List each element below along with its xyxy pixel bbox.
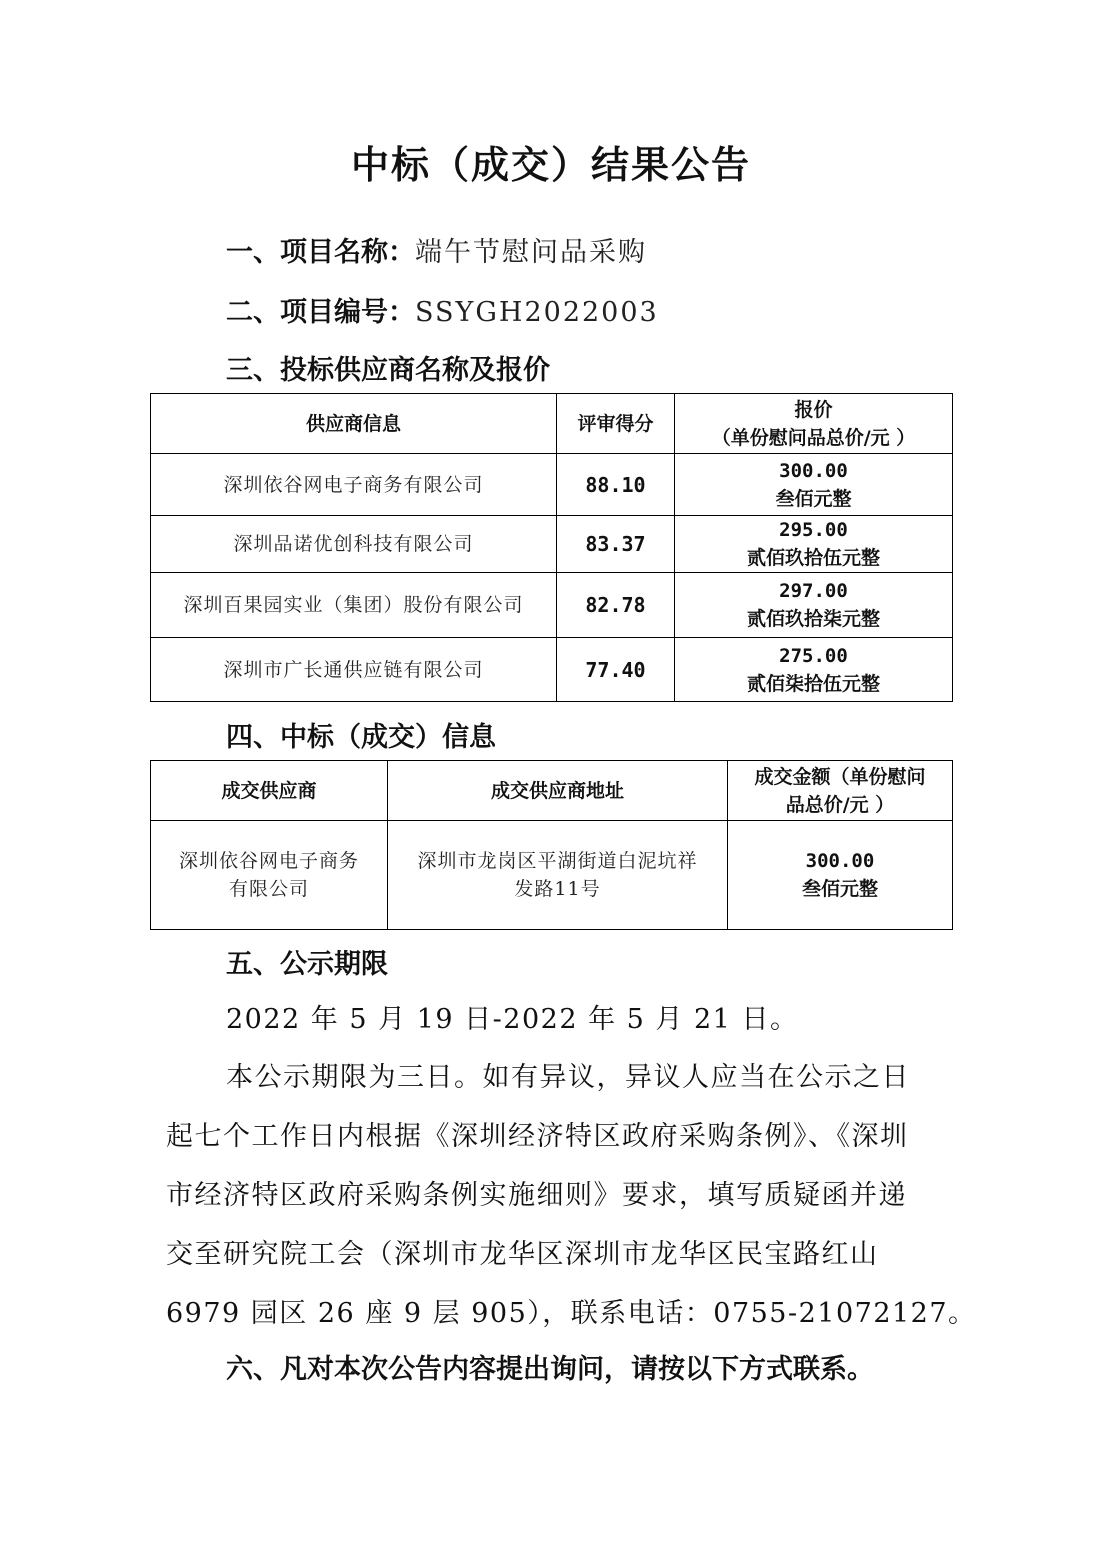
section-award-heading: 四、中标（成交）信息	[226, 722, 496, 753]
project-number-row	[226, 290, 659, 329]
notice-line: 市经济特区政府采购条例实施细则》要求，填写质疑函并递	[166, 1180, 907, 1211]
row-supplier: 深圳市广长通供应链有限公司	[151, 638, 557, 702]
row-price-number: 300.00	[779, 459, 848, 482]
bid-table-header	[151, 394, 953, 454]
award-amount	[728, 821, 953, 930]
project-name-label: 一、项目名称：	[226, 237, 415, 268]
header-supplier: 供应商信息	[151, 394, 557, 454]
project-number-label: 二、项目编号：	[226, 297, 415, 328]
period-dates: 2022 年 5 月 19 日-2022 年 5 月 21 日。	[226, 1004, 799, 1035]
row-score: 82.78	[557, 573, 675, 638]
table-row	[151, 454, 953, 516]
notice-line: 起七个工作日内根据《深圳经济特区政府采购条例》、《深圳	[166, 1121, 909, 1152]
row-price	[675, 638, 953, 702]
section-contact-heading: 六、凡对本次公告内容提出询问，请按以下方式联系。	[226, 1354, 874, 1385]
award-supplier-line1: 深圳依谷网电子商务	[178, 850, 359, 872]
award-address-line2: 发路11号	[514, 878, 601, 900]
table-row	[151, 638, 953, 702]
row-supplier: 深圳品诺优创科技有限公司	[151, 516, 557, 573]
section-period-heading: 五、公示期限	[226, 949, 388, 980]
row-price-chinese: 叁佰元整	[775, 487, 852, 510]
notice-line: 6979 园区 26 座 9 层 905），联系电话：0755-21072127。	[166, 1298, 977, 1329]
row-price-chinese: 贰佰柒拾伍元整	[746, 672, 880, 695]
row-price-chinese: 贰佰玖拾柒元整	[746, 608, 880, 630]
project-number-value: SSYGH2022003	[415, 297, 659, 328]
table-row	[151, 821, 953, 930]
table-row	[151, 573, 953, 638]
row-score: 88.10	[557, 454, 675, 516]
project-name-value: 端午节慰问品采购	[415, 237, 647, 268]
table-row	[151, 516, 953, 573]
row-price-chinese: 贰佰玖拾伍元整	[746, 547, 880, 569]
header-price-line1: 报价	[794, 398, 833, 421]
award-table	[150, 760, 953, 930]
section-bidders-heading: 三、投标供应商名称及报价	[226, 355, 550, 386]
period-text	[226, 990, 946, 1049]
row-score: 77.40	[557, 638, 675, 702]
header-award-address: 成交供应商地址	[388, 761, 728, 821]
row-price-number: 295.00	[779, 519, 848, 541]
notice-line: 交至研究院工会（深圳市龙华区深圳市龙华区民宝路红山	[166, 1239, 879, 1270]
award-address	[388, 821, 728, 930]
header-score: 评审得分	[557, 394, 675, 454]
header-award-amount	[728, 761, 953, 821]
award-supplier	[151, 821, 388, 930]
row-price	[675, 454, 953, 516]
bid-table	[150, 393, 953, 702]
header-price-line2: （单份慰问品总价/元 ）	[711, 426, 916, 449]
header-price	[675, 394, 953, 454]
award-table-header	[151, 761, 953, 821]
award-amount-chinese: 叁佰元整	[801, 878, 878, 900]
award-amount-number: 300.00	[805, 850, 875, 872]
header-award-supplier: 成交供应商	[151, 761, 388, 821]
row-supplier: 深圳百果园实业（集团）股份有限公司	[151, 573, 557, 638]
project-name-row	[226, 230, 647, 269]
row-price	[675, 573, 953, 638]
row-price-number: 297.00	[779, 580, 848, 602]
header-award-amount-line2: 品总价/元 ）	[785, 793, 895, 816]
row-score: 83.37	[557, 516, 675, 573]
row-price-number: 275.00	[779, 644, 848, 667]
award-address-line1: 深圳市龙岗区平湖街道白泥坑祥	[417, 850, 698, 872]
header-award-amount-line1: 成交金额（单份慰问	[754, 765, 926, 788]
award-supplier-line2: 有限公司	[228, 878, 309, 900]
row-supplier: 深圳依谷网电子商务有限公司	[151, 454, 557, 516]
notice-line: 本公示期限为三日。如有异议，异议人应当在公示之日	[226, 1062, 910, 1093]
notice-paragraph	[166, 1048, 977, 1343]
page-title: 中标（成交）结果公告	[350, 143, 751, 187]
row-price	[675, 516, 953, 573]
